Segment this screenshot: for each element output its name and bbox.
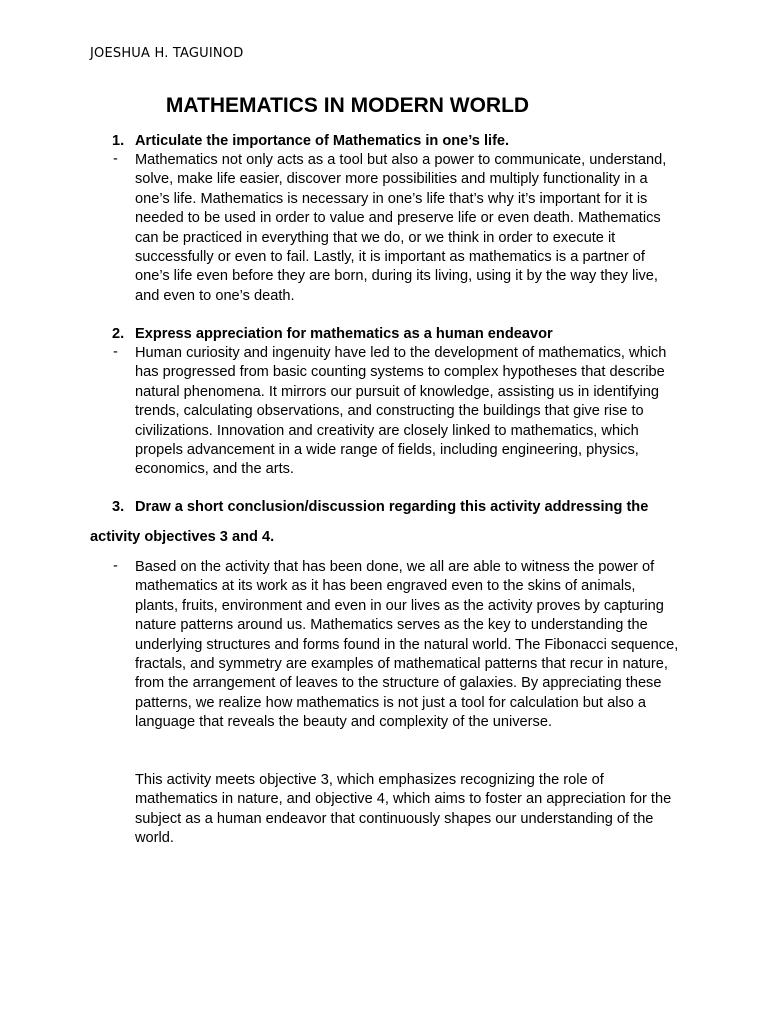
section-1-heading-text: Articulate the importance of Mathematics in one’s life. (135, 133, 510, 149)
section-2-bullet: - (113, 344, 118, 360)
section-2-body: Human curiosity and ingenuity have led to the development of mathematics, which has progressed from basic counting systems to complex hypotheses that describe natural phenomena. It mirrors our pursuit of knowledge, assisting us in identifying trends, calculating observations, and constructing the buildings that give rise to civilizations. Innovation and creativity are closely linked to mathematics, which propels advancement in a wide range of fields, including engineering, physics, economics, and the arts. (135, 345, 667, 478)
section-3-heading (112, 499, 648, 515)
document-title: MATHEMATICS IN MODERN WORLD (165, 94, 530, 117)
section-2-heading (112, 326, 553, 342)
section-1-body: Mathematics not only acts as a tool but also a power to communicate, understand, solve, make life easier, discover more possibilities and multiply functionality in a one’s life. Mathematics is necessary in one’s life that’s why it’s important for it is needed to be used in order to value and preserve life or even death. Mathematics can be practiced in everything that we do, or we think in order to execute it successfully or even to fail. Lastly, it is important as mathematics is a partner of one’s life even before they are born, during its living, using it by the way they live, and even to one’s death. (135, 152, 667, 304)
section-3-body-2: This activity meets objective 3, which emphasizes recognizing the role of mathematics in nature, and objective 4, which aims to foster an appreciation for the subject as a human endeavor that continuously shapes our understanding of the world. (135, 772, 672, 847)
author-name: JOESHUA H. TAGUINOD (90, 46, 244, 61)
section-3-heading-continued: activity objectives 3 and 4. (90, 529, 275, 545)
section-2-number: 2. (112, 326, 125, 342)
section-1-heading (112, 133, 509, 149)
section-1-bullet: - (113, 151, 118, 167)
section-3-number: 3. (112, 499, 125, 515)
section-2-heading-text: Express appreciation for mathematics as a human endeavor (135, 326, 553, 342)
section-3-body: Based on the activity that has been done, we all are able to witness the power of mathematics at its work as it has been engraved even to the skins of animals, plants, fruits, environment and even in our lives as the activity proves by capturing nature patterns around us. Mathematics serves as the key to understanding the underlying structures and forms found in the natural world. The Fibonacci sequence, fractals, and symmetry are examples of mathematical patterns that recur in nature, from the arrangement of leaves to the structure of galaxies. By appreciating these patterns, we realize how mathematics is not just a tool for calculation but also a language that reveals the beauty and complexity of the universe. (135, 559, 679, 731)
section-3-bullet: - (113, 558, 118, 574)
section-1-number: 1. (112, 133, 125, 149)
section-3-heading-text: Draw a short conclusion/discussion regarding this activity addressing the (135, 499, 649, 515)
